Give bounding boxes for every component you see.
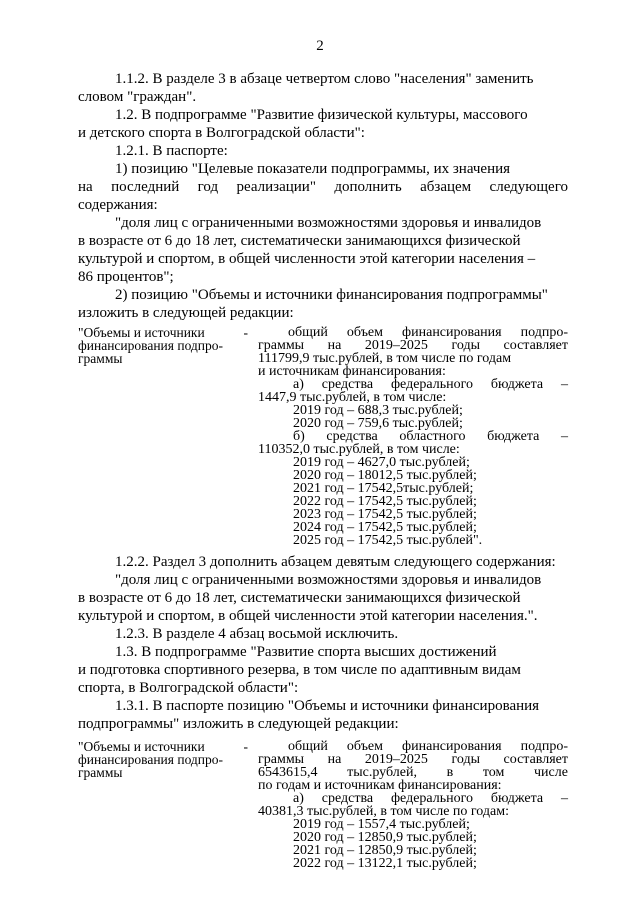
word: федерального (390, 377, 474, 392)
word: объем (346, 739, 384, 754)
paragraph-1-1-2: 1.1.2. В разделе 3 в абзаце четвертом слово "населения" заменить словом "граждан". (78, 71, 534, 105)
left-label-dash: - (243, 739, 248, 754)
quote-1-line2: в возрасте от 6 до 18 лет, систематически занимающихся физической (78, 233, 521, 249)
word: последний (111, 179, 180, 195)
table-2-left-line3: граммы (78, 765, 123, 780)
t2-year-row: 2020 год – 12850,9 тыс.рублей; (293, 830, 477, 845)
quote-2-line3: культурой и спортом, в общей численности этой категории населения.". (78, 608, 538, 624)
word: подпро- (520, 739, 568, 754)
word: областного (399, 429, 466, 444)
word: бюджета (487, 429, 540, 444)
word: следующего (489, 179, 568, 195)
word: финансирования (402, 325, 502, 340)
left-label-part: "Объемы и источники (78, 739, 205, 754)
word: 2019–2025 (364, 338, 428, 353)
table-2-right-cell (258, 740, 568, 870)
word: годы (451, 338, 480, 353)
word: б) (293, 429, 305, 444)
word: средства (326, 429, 378, 444)
word: средства (321, 377, 374, 392)
word: том (482, 765, 505, 780)
table-1-left-line3: граммы (78, 351, 123, 366)
word: средства (321, 791, 374, 806)
left-label-dash: - (243, 325, 248, 340)
table-2-left-line2: финансирования подпро- (78, 752, 224, 767)
word: федерального (390, 791, 474, 806)
paragraph-1-2-3: 1.2.3. В разделе 4 абзац восьмой исключить. (115, 626, 399, 642)
t1-year-row: 2023 год – 17542,5 тыс.рублей; (293, 507, 477, 522)
paragraph-1-3-1-line1: 1.3.1. В паспорте позицию "Объемы и источники финансирования (115, 698, 540, 714)
paragraph-1-3-line1: 1.3. В подпрограмме "Развитие спорта высших достижений (115, 644, 497, 660)
paragraph-pos1-line2 (78, 178, 568, 196)
t1-year-row: 2019 год – 4627,0 тыс.рублей; (293, 455, 470, 470)
table-2-left-cell (78, 740, 248, 779)
word: бюджета (490, 791, 544, 806)
t2-year-row: 2021 год – 12850,9 тыс.рублей; (293, 843, 477, 858)
page-number: 2 (316, 38, 324, 54)
word: на (327, 752, 342, 767)
word: тыс.рублей, (347, 765, 417, 780)
t2-year-row: 2019 год – 1557,4 тыс.рублей; (293, 817, 470, 832)
quote-1-line1: "доля лиц с ограниченными возможностями здоровья и инвалидов (115, 215, 542, 231)
t1-year-row: 2024 год – 17542,5 тыс.рублей; (293, 520, 477, 535)
paragraph-pos2-line1: 2) позицию "Объемы и источники финансирования подпрограммы" (115, 287, 548, 303)
word: в (446, 765, 454, 780)
table-1-left-line2: финансирования подпро- (78, 338, 224, 353)
passport-table-2 (78, 740, 568, 870)
table-1-right-cell (258, 326, 568, 547)
word: общий (288, 325, 328, 340)
t1-year-row: 2025 год – 17542,5 тыс.рублей". (293, 533, 483, 548)
word: а) (293, 791, 304, 806)
paragraph-1-2-line1: 1.2. В подпрограмме "Развитие физической культуры, массового (115, 107, 528, 123)
paragraph-1-3-line3: спорта, в Волгоградской области": (78, 680, 299, 696)
quote-2-line1: "доля лиц с ограниченными возможностями здоровья и инвалидов (115, 572, 542, 588)
paragraph-pos2-line2: изложить в следующей редакции: (78, 305, 294, 321)
t2-year-row: 2022 год – 13122,1 тыс.рублей; (293, 856, 477, 871)
paragraph-pos1-line3: содержания: (78, 197, 158, 213)
word: – (560, 429, 568, 444)
passport-table-1 (78, 326, 568, 546)
word: 6543615,4 (258, 765, 318, 780)
quote-1-line4: 86 процентов"; (78, 269, 174, 285)
paragraph-1-2-1: 1.2.1. В паспорте: (115, 143, 228, 159)
paragraph-1-2-2: 1.2.2. Раздел 3 дополнить абзацем девятым следующего содержания: (115, 554, 556, 570)
t1-row3: 111799,9 тыс.рублей, в том числе по годам (258, 351, 512, 366)
word: на (78, 179, 93, 195)
t1-row6: 1447,9 тыс.рублей, в том числе: (258, 390, 447, 405)
paragraph-1-3-line2: и подготовка спортивного резерва, в том числе по адаптивным видам (78, 662, 521, 678)
t1-row10: 110352,0 тыс.рублей, в том числе: (258, 442, 460, 457)
body-text-top (78, 70, 568, 322)
word: бюджета (490, 377, 544, 392)
word: реализации" (236, 179, 316, 195)
paragraph-1-3-1-line2: подпрограммы" изложить в следующей редакции: (78, 716, 399, 732)
table-1-left-cell (78, 326, 248, 365)
word: 2019–2025 (364, 752, 428, 767)
word: общий (288, 739, 328, 754)
quote-1-line3: культурой и спортом, в общей численности этой категории населения – (78, 251, 536, 267)
quote-2-line2: в возрасте от 6 до 18 лет, систематически занимающихся физической (78, 590, 521, 606)
word: – (560, 377, 568, 392)
t2-row6: 40381,3 тыс.рублей, в том числе по годам: (258, 804, 509, 819)
word: на (327, 338, 342, 353)
word: год (197, 179, 219, 195)
left-label-part: "Объемы и источники (78, 325, 205, 340)
word: граммы (258, 338, 305, 353)
word: финансирования (402, 739, 502, 754)
t1-year-row: 2022 год – 17542,5 тыс.рублей; (293, 494, 477, 509)
t1-row8: 2020 год – 759,6 тыс.рублей; (293, 416, 463, 431)
word: дополнить (334, 179, 402, 195)
t1-row4: и источникам финансирования: (258, 364, 446, 379)
word: подпро- (520, 325, 568, 340)
t1-year-row: 2020 год – 18012,5 тыс.рублей; (293, 468, 477, 483)
t1-row7: 2019 год – 688,3 тыс.рублей; (293, 403, 463, 418)
word: – (560, 791, 568, 806)
word: граммы (258, 752, 305, 767)
paragraph-1-2-line2: и детского спорта в Волгоградской области": (78, 125, 365, 141)
t2-row4: по годам и источникам финансирования: (258, 778, 502, 793)
body-text-middle (78, 553, 568, 733)
word: составляет (503, 338, 568, 353)
word: числе (534, 765, 568, 780)
word: составляет (503, 752, 568, 767)
word: а) (293, 377, 304, 392)
t1-year-row: 2021 год – 17542,5тыс.рублей; (293, 481, 474, 496)
word: абзацем (420, 179, 472, 195)
word: годы (451, 752, 480, 767)
paragraph-pos1-line1: 1) позицию "Целевые показатели подпрограммы, их значения (115, 161, 511, 177)
word: объем (346, 325, 384, 340)
